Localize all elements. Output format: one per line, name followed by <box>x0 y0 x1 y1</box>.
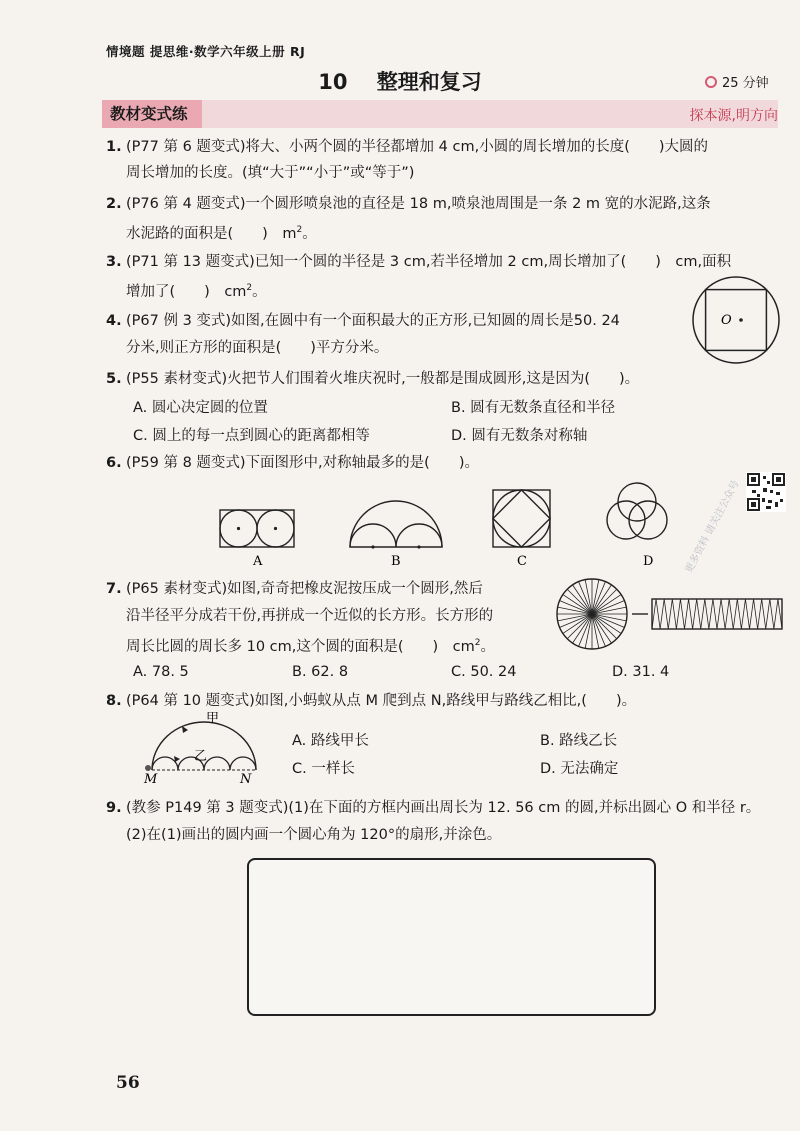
sector-line <box>567 589 592 614</box>
text-part: 。 <box>302 225 317 242</box>
zigzag-segment <box>717 599 725 629</box>
option-d[interactable]: D. 圆有无数条对称轴 <box>451 428 588 444</box>
figure-b[interactable] <box>350 501 442 569</box>
zigzag-segment <box>693 599 701 629</box>
figure-label-b: B <box>391 554 401 569</box>
circle-to-rectangle-figure <box>552 575 787 655</box>
page-number: 56 <box>116 1073 140 1093</box>
zigzag-segment <box>741 599 749 629</box>
question-text: (P59 第 8 题变式)下面图形中,对称轴最多的是( )。 <box>126 455 479 471</box>
option-d[interactable]: D. 31. 4 <box>612 664 670 680</box>
route-jia-label: 甲 <box>206 712 220 726</box>
approx-rectangle <box>652 599 782 629</box>
figure-c[interactable] <box>493 490 550 569</box>
superscript: 2 <box>474 638 481 648</box>
point-m-label: M <box>144 772 158 784</box>
zigzag-segment <box>733 599 741 629</box>
question-6 <box>106 452 782 474</box>
question-number: 8. <box>106 693 122 709</box>
zigzag-segment <box>766 599 774 629</box>
sector-line <box>592 614 617 639</box>
zigzag-segment <box>668 599 676 629</box>
question-5 <box>106 368 782 390</box>
question-7-line2: 沿半径平分成若干份,再拼成一个近似的长方形。长方形的 <box>126 608 494 624</box>
zigzag-segment <box>750 599 758 629</box>
question-text: (教参 P149 第 3 题变式)(1)在下面的方框内画出周长为 12. 56 cm 的圆,并标出圆心 O 和半径 r。 <box>126 800 761 816</box>
option-d[interactable]: D. 无法确定 <box>540 761 619 777</box>
point-n-label: N <box>240 772 252 784</box>
question-9-cont: (2)在(1)画出的圆内画一个圆心角为 120°的扇形,并涂色。 <box>126 827 502 843</box>
sector-line <box>567 614 592 639</box>
zigzag-segment <box>758 599 766 629</box>
figure-label-d: D <box>643 554 654 569</box>
question-1-cont: 周长增加的长度。(填“大于”“小于”或“等于”) <box>126 165 415 181</box>
question-4 <box>106 310 782 332</box>
question-3 <box>106 251 782 273</box>
route-yi-label: 乙 <box>194 749 208 764</box>
zigzag-segment <box>676 599 684 629</box>
symmetry-figures <box>210 482 680 572</box>
option-a[interactable]: A. 圆心决定圆的位置 <box>133 400 268 416</box>
sector-line <box>592 589 617 614</box>
chapter-name: 整理和复习 <box>376 70 482 94</box>
question-number: 1. <box>106 139 122 155</box>
option-a[interactable]: A. 路线甲长 <box>292 733 369 749</box>
question-number: 3. <box>106 254 122 270</box>
superscript: 2 <box>246 283 253 293</box>
text-part: 。 <box>252 283 267 300</box>
text-part: 水泥路的面积是( ) m <box>126 225 297 242</box>
question-9 <box>106 797 782 819</box>
question-text: (P65 素材变式)如图,奇奇把橡皮泥按压成一个圆形,然后 <box>126 581 483 597</box>
zigzag-segment <box>725 599 733 629</box>
figure-d[interactable] <box>607 483 667 569</box>
question-1 <box>106 136 782 158</box>
option-c[interactable]: C. 50. 24 <box>451 664 517 680</box>
option-b[interactable]: B. 路线乙长 <box>540 733 618 749</box>
question-2-cont <box>126 219 800 245</box>
book-title: 情境题 提思维·数学六年级上册 RJ <box>106 44 306 59</box>
ant-icon <box>145 765 151 771</box>
text-part: 。 <box>480 638 496 655</box>
figure-label-a: A <box>253 554 263 569</box>
option-c[interactable]: C. 一样长 <box>292 761 355 777</box>
option-a[interactable]: A. 78. 5 <box>133 664 189 680</box>
chapter-number: 10 <box>318 70 348 94</box>
question-number: 4. <box>106 313 122 329</box>
question-text: (P71 第 13 题变式)已知一个圆的半径是 3 cm,若半径增加 2 cm,周长增加了( ) cm,面积 <box>126 254 732 270</box>
section-title: 教材变式练 <box>102 100 202 128</box>
figure-label-c: C <box>517 554 527 569</box>
question-number: 5. <box>106 371 122 387</box>
superscript: 2 <box>296 225 303 235</box>
question-text: (P76 第 4 题变式)一个圆形喷泉池的直径是 18 m,喷泉池周围是一条 2 m 宽的水泥路,这条 <box>126 196 711 212</box>
question-number: 9. <box>106 800 122 816</box>
sliced-circle <box>557 579 627 649</box>
circle-square-figure <box>688 272 784 368</box>
question-4-cont: 分米,则正方形的面积是( )平方分米。 <box>126 340 389 356</box>
section-bar <box>102 100 778 128</box>
text-part: 增加了( ) cm <box>126 283 247 300</box>
text-part: 周长比圆的周长多 10 cm,这个圆的面积是( ) cm <box>126 638 475 655</box>
timer <box>705 72 769 91</box>
question-number: 2. <box>106 196 122 212</box>
question-8 <box>106 690 782 712</box>
center-o-label: O <box>721 313 732 328</box>
question-text: (P77 第 6 题变式)将大、小两个圆的半径都增加 4 cm,小圆的周长增加的长度( )大圆的 <box>126 139 709 155</box>
question-text: (P67 例 3 变式)如图,在圆中有一个面积最大的正方形,已知圆的周长是50. 24 <box>126 313 620 329</box>
question-text: (P64 第 10 题变式)如图,小蚂蚁从点 M 爬到点 N,路线甲与路线乙相比,( )。 <box>126 693 637 709</box>
drawing-answer-box[interactable] <box>247 858 656 1016</box>
zigzag-segment <box>660 599 668 629</box>
watermark: 更多资料 请关注公众号 <box>683 478 742 576</box>
option-c[interactable]: C. 圆上的每一点到圆心的距离都相等 <box>133 428 370 444</box>
option-b[interactable]: B. 62. 8 <box>292 664 349 680</box>
chapter-title <box>0 66 800 96</box>
question-number: 7. <box>106 581 122 597</box>
question-2 <box>106 193 782 215</box>
timer-label: 25 分钟 <box>722 76 769 91</box>
zigzag-segment <box>709 599 717 629</box>
qr-code-icon <box>746 472 786 512</box>
clock-icon <box>705 76 717 88</box>
option-b[interactable]: B. 圆有无数条直径和半径 <box>451 400 616 416</box>
zigzag-segment <box>652 599 660 629</box>
zigzag-segment <box>701 599 709 629</box>
question-text: (P55 素材变式)火把节人们围着火堆庆祝时,一般都是围成圆形,这是因为( )。 <box>126 371 640 387</box>
ant-path-figure <box>140 712 270 784</box>
section-subtitle: 探本源,明方向 <box>689 108 778 124</box>
zigzag-segment <box>685 599 693 629</box>
question-number: 6. <box>106 455 122 471</box>
figure-a[interactable] <box>220 510 294 569</box>
zigzag-segment <box>774 599 782 629</box>
